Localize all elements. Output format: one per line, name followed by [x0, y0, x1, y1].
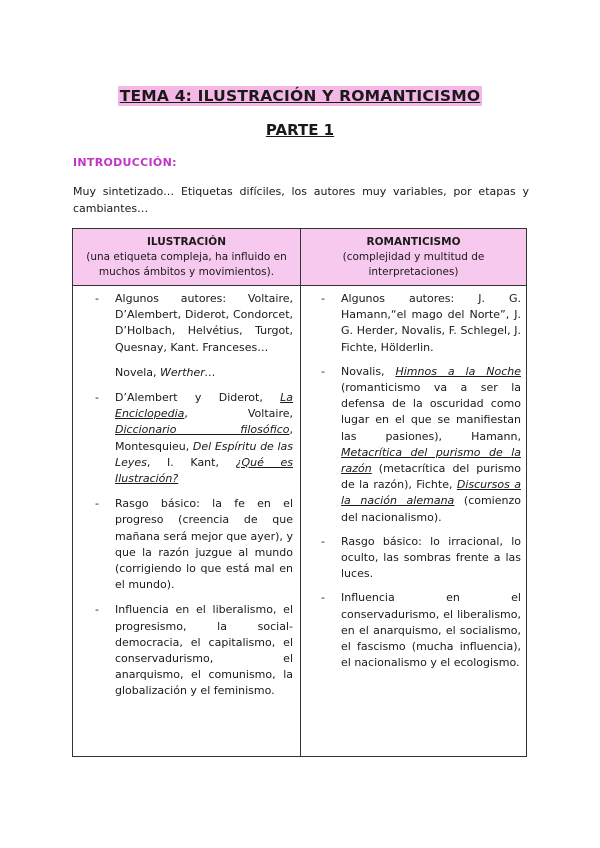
intro-text: Muy sintetizado… Etiquetas difíciles, los autores muy variables, por etapas y cambiantes… [73, 185, 529, 215]
list-item: - Algunos autores: Voltaire, D’Alembert, Diderot, Condorcet, D’Holbach, Helvétius, Turgot, Quesnay, Kant. Franceses… [95, 292, 293, 354]
header-divider [73, 285, 526, 286]
list-item-continuation: Novela, Werther… [115, 365, 216, 379]
work-title: Discursos a la nación alemana [341, 478, 521, 508]
intro-heading: INTRODUCCIÓN: [73, 156, 177, 169]
romanticismo-column [301, 291, 528, 671]
bullet: - [95, 603, 99, 617]
list-item: - Influencia en el liberalismo, el progresismo, la social-democracia, el capitalismo, el conservadurismo, el anarquismo, el comunismo, la globalización y el feminismo. [95, 603, 293, 698]
ilustracion-column [73, 291, 300, 700]
header-ilustracion-note: (una etiqueta compleja, ha influido en muchos ámbitos y movimientos). [86, 251, 287, 278]
bullet: - [95, 292, 99, 305]
header-ilustracion-title: ILUSTRACIÓN [146, 236, 226, 248]
list-item: - Influencia en el conservadurismo, el liberalismo, en el anarquismo, el socialismo, el fascismo (mucha influencia), el nacionalismo y el ecologismo. [321, 591, 521, 670]
title-container [0, 86, 600, 106]
work-title: ¿Qué es Ilustración? [115, 455, 293, 486]
bullet: - [95, 497, 99, 511]
header-ilustracion [73, 229, 300, 285]
work-title: La Enciclopedia [115, 391, 293, 421]
bullet: - [95, 391, 99, 405]
work-title: Himnos a la Noche [395, 364, 522, 378]
work-title: Diccionario filosófico [115, 423, 290, 437]
document-subtitle: PARTE 1 [265, 121, 335, 139]
list-item: - Algunos autores: J. G. Hamann,“el mago del Norte”, J. G. Herder, Novalis, F. Schlegel, J. Fichte, Hölderlin. [321, 292, 521, 354]
header-romanticismo-note: (complejidad y multitud de interpretaciones) [342, 251, 485, 278]
bullet: - [321, 534, 325, 548]
bullet: - [321, 591, 325, 605]
work-title: Del Espíritu de las Leyes [115, 439, 293, 469]
bullet: - [321, 292, 325, 305]
header-romanticismo [301, 229, 526, 285]
header-romanticismo-title: ROMANTICISMO [366, 236, 461, 248]
list-item: - D’Alembert y Diderot, La Enciclopedia, Voltaire, Diccionario filosófico, Montesquieu, Del Espíritu de las Leyes, I. Kant, ¿Qué es Ilustración? [95, 391, 293, 486]
work-title: Werther… [160, 365, 216, 379]
list-item: - Novalis, Himnos a la Noche (romanticismo va a ser la defensa de la oscuridad como lugar en el que se manifiestan las pasiones), Hamann, Metacrítica del purismo de la razón (metacrítica del purismo de la razón), Fichte, Discursos a la nación alemana (comienzo del nacionalismo). [321, 364, 522, 524]
work-title: Metacrítica del purismo de la razón [341, 445, 521, 476]
bullet: - [321, 364, 325, 378]
comparison-table [72, 228, 527, 757]
list-item: - Rasgo básico: la fe en el progreso (creencia de que mañana será mejor que ayer), y que la razón juzgue al mundo (corrigiendo lo que está mal en el mundo). [95, 497, 293, 592]
document-title: TEMA 4: ILUSTRACIÓN Y ROMANTICISMO [119, 87, 481, 105]
list-item: - Rasgo básico: lo irracional, lo oculto, las sombras frente a las luces. [321, 534, 521, 581]
